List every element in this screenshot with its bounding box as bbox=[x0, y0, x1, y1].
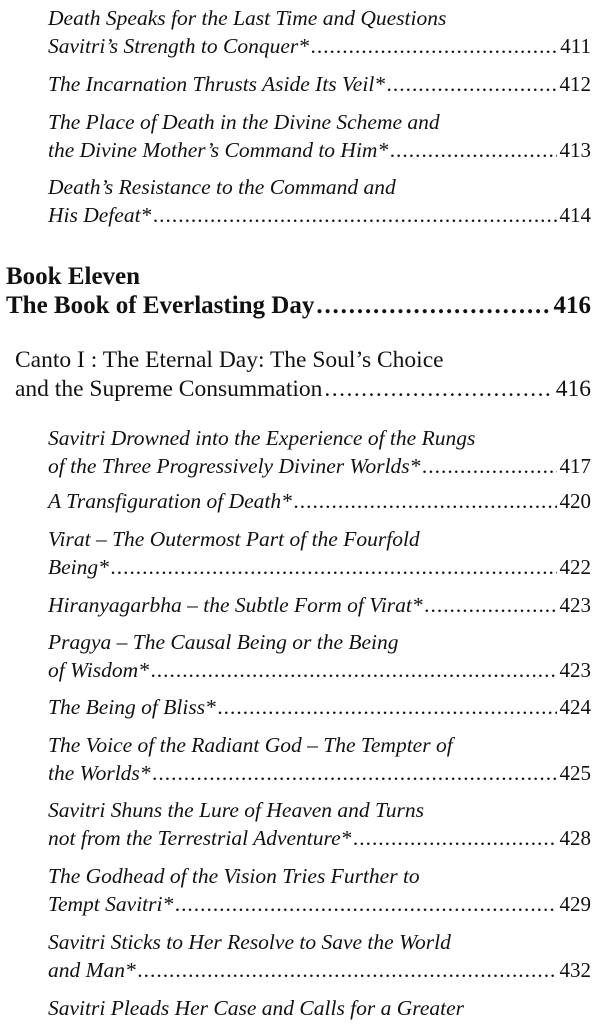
dot-leader bbox=[390, 136, 556, 164]
toc-entry-line: Savitri’s Strength to Conquer* . . . 411 bbox=[48, 32, 591, 60]
toc-entry-line: the Worlds* . . . 425 bbox=[48, 759, 591, 787]
toc-entry bbox=[48, 4, 591, 60]
toc-entry bbox=[48, 862, 591, 918]
dot-leader bbox=[111, 553, 557, 581]
toc-entry bbox=[48, 108, 591, 164]
toc-entry bbox=[48, 173, 591, 229]
toc-entry-line: of the Three Progressively Diviner Worlds* . . . 417 bbox=[48, 452, 591, 480]
book-title: The Book of Everlasting Day bbox=[6, 292, 315, 319]
page-number: 414 bbox=[559, 203, 591, 227]
dot-leader bbox=[311, 32, 557, 60]
page-number: 417 bbox=[559, 454, 591, 478]
canto-heading: Canto I : The Eternal Day: The Soul’s Choice and the Supreme Consummation . . . 416 bbox=[15, 346, 591, 404]
toc-entry-line: of Wisdom* . . . 423 bbox=[48, 656, 591, 684]
toc-entry-line: The Place of Death in the Divine Scheme and bbox=[48, 110, 440, 134]
dot-leader bbox=[422, 452, 556, 480]
toc-entry bbox=[48, 70, 591, 98]
toc-entry bbox=[48, 591, 591, 619]
dot-leader bbox=[294, 487, 557, 515]
toc-entry-line: Hiranyagarbha – the Subtle Form of Virat* . . . 423 bbox=[48, 591, 591, 619]
page-number: 411 bbox=[560, 34, 591, 58]
page-number: 423 bbox=[559, 593, 591, 617]
toc-entry-line: Being* . . . 422 bbox=[48, 553, 591, 581]
toc-entry bbox=[48, 525, 591, 581]
toc-entry-line: Savitri Shuns the Lure of Heaven and Turns bbox=[48, 798, 425, 822]
dot-leader bbox=[324, 375, 552, 404]
page-number: 412 bbox=[559, 72, 591, 96]
dot-leader bbox=[218, 693, 557, 721]
toc-entry-line: Savitri Pleads Her Case and Calls for a Greater bbox=[48, 996, 465, 1020]
dot-leader bbox=[175, 890, 556, 918]
dot-leader bbox=[153, 201, 556, 229]
toc-entry-line: Savitri Sticks to Her Resolve to Save the World bbox=[48, 930, 451, 954]
toc-entry-line: The Incarnation Thrusts Aside Its Veil* . . . 412 bbox=[48, 70, 591, 98]
toc-entry-line: Pragya – The Causal Being or the Being bbox=[48, 630, 399, 654]
dot-leader bbox=[425, 591, 557, 619]
page-number: 413 bbox=[559, 138, 591, 162]
dot-leader bbox=[151, 656, 557, 684]
toc-entry bbox=[48, 796, 591, 852]
page-number: 420 bbox=[559, 489, 591, 513]
page-number: 416 bbox=[555, 376, 591, 402]
book-heading bbox=[6, 262, 591, 320]
toc-entry bbox=[48, 487, 591, 515]
toc-entry-line: Virat – The Outermost Part of the Fourfold bbox=[48, 527, 420, 551]
toc-entry bbox=[48, 994, 591, 1022]
dot-leader bbox=[138, 956, 557, 984]
page-number: 429 bbox=[559, 892, 591, 916]
toc-entry-line: not from the Terrestrial Adventure* . . . 428 bbox=[48, 824, 591, 852]
dot-leader bbox=[316, 291, 550, 320]
toc-entry-line: Savitri Drowned into the Experience of the Rungs bbox=[48, 426, 476, 450]
toc-entry bbox=[48, 731, 591, 787]
toc-entry bbox=[48, 628, 591, 684]
page-number: 423 bbox=[559, 658, 591, 682]
book-number: Book Eleven bbox=[6, 263, 141, 290]
toc-entry-line: The Voice of the Radiant God – The Tempter of bbox=[48, 733, 453, 757]
toc-entry bbox=[48, 424, 591, 480]
toc-entry-line: The Godhead of the Vision Tries Further to bbox=[48, 864, 420, 888]
toc-entry-line: His Defeat* . . . 414 bbox=[48, 201, 591, 229]
toc-entry bbox=[48, 693, 591, 721]
dot-leader bbox=[387, 70, 556, 98]
page-number: 422 bbox=[559, 555, 591, 579]
toc-entry-line: Tempt Savitri* . . . 429 bbox=[48, 890, 591, 918]
toc-entry bbox=[48, 928, 591, 984]
toc-entry-line: and Man* . . . 432 bbox=[48, 956, 591, 984]
toc-entry-line: Death Speaks for the Last Time and Questions bbox=[48, 6, 447, 30]
toc-entry-line: Death’s Resistance to the Command and bbox=[48, 175, 396, 199]
page-number: 425 bbox=[559, 761, 591, 785]
dot-leader bbox=[353, 824, 556, 852]
page-number: 424 bbox=[559, 695, 591, 719]
toc-entry-line: The Being of Bliss* . . . 424 bbox=[48, 693, 591, 721]
page-number: 428 bbox=[559, 826, 591, 850]
dot-leader bbox=[153, 759, 557, 787]
page-number: 416 bbox=[553, 292, 591, 319]
toc-entry-line: the Divine Mother’s Command to Him* . . . 413 bbox=[48, 136, 591, 164]
page-number: 432 bbox=[559, 958, 591, 982]
toc-entry-line: A Transfiguration of Death* . . . 420 bbox=[48, 487, 591, 515]
